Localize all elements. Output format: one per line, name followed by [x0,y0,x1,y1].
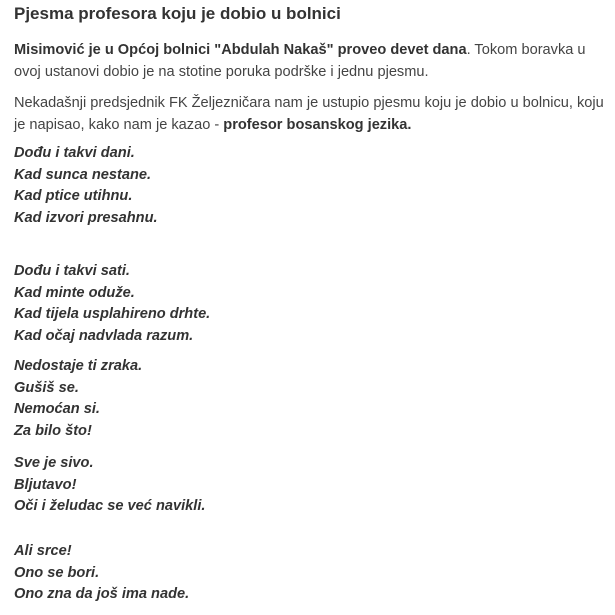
poem-line: Ono se bori. [14,564,100,581]
poem-stanza-4 [14,453,205,518]
second-paragraph [14,92,606,136]
poem-line: Nemoćan si. [14,401,100,418]
poem-line: Kad sunca nestane. [14,166,152,183]
poem-stanza-1 [14,143,158,230]
poem-line: Kad tijela usplahireno drhte. [14,306,211,323]
poem-stanza-3 [14,356,142,443]
intro-text: . Tokom boravka u ovoj ustanovi dobio je na stotine poruka podrške i jednu pjesmu. [14,42,586,80]
second-bold-text: profesor bosanskog jezika. [223,117,412,133]
poem-line: Oči i želudac se već navikli. [14,498,206,515]
poem-line: Kad očaj nadvlada razum. [14,328,194,345]
second-text: Nekadašnji predsjednik FK Željezničara nam je ustupio pjesmu koju je dobio u bolnicu, koju je napisao, kako nam je kazao - [14,95,604,133]
poem-stanza-2 [14,261,210,348]
poem-stanza-5 [14,541,189,606]
poem-line: Dođu i takvi dani. [14,145,135,161]
poem-line: Sve je sivo. [14,455,94,471]
poem-line: Dođu i takvi sati. [14,263,130,279]
poem-line: Ali srce! [14,543,72,559]
poem-line: Kad ptice utihnu. [14,188,133,205]
poem-line: Ono zna da još ima nade. [14,586,190,603]
article-title: Pjesma profesora koju je dobio u bolnici [14,4,341,23]
poem-line: Kad minte oduže. [14,284,135,301]
poem-line: Bljutavo! [14,476,77,493]
intro-bold-text: Misimović je u Općoj bolnici "Abdulah Nakaš" proveo devet dana [14,42,467,58]
poem-line: Gušiš se. [14,379,79,396]
poem-line: Nedostaje ti zraka. [14,358,143,374]
poem-line: Za bilo što! [14,423,92,440]
poem-line: Kad izvori presahnu. [14,210,158,227]
intro-paragraph [14,39,606,83]
